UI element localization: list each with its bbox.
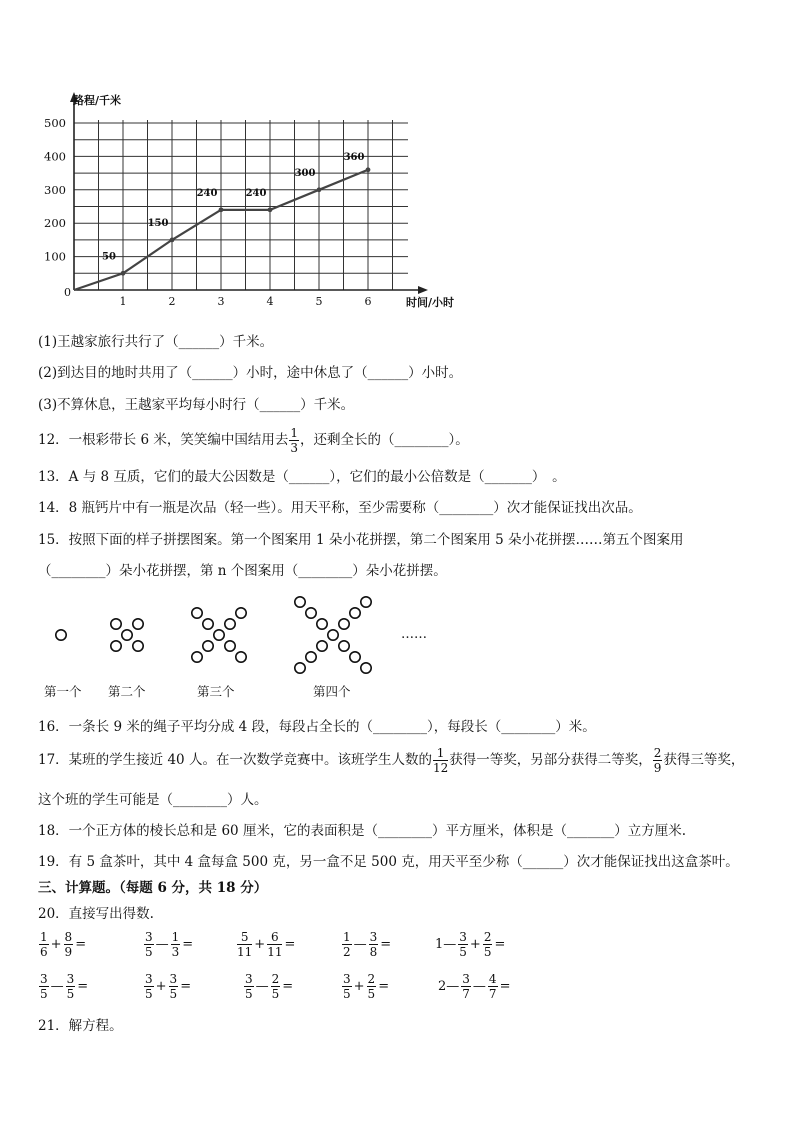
chart-series	[74, 167, 370, 290]
numerator: 3	[145, 972, 153, 986]
flower-circle	[111, 641, 121, 651]
flower-circle	[192, 608, 202, 618]
question-20: 20．直接写出得数.	[38, 906, 154, 922]
flower-circle	[328, 630, 338, 640]
x-tick-label: 5	[315, 295, 323, 308]
flower-circle	[225, 619, 235, 629]
flower-circle	[317, 641, 327, 651]
calc-expression	[38, 973, 89, 1000]
operator: —	[255, 979, 269, 994]
numerator: 3	[343, 972, 351, 986]
question-12	[38, 425, 469, 455]
calc-expression	[38, 931, 87, 958]
flower-circle	[306, 608, 316, 618]
denominator: 9	[64, 945, 73, 959]
equals-sign: =	[499, 979, 511, 994]
numerator: 3	[145, 930, 153, 944]
flower-patterns	[36, 592, 456, 678]
q12-numerator: 1	[290, 426, 298, 440]
equals-sign: =	[75, 937, 87, 952]
denominator: 2	[343, 945, 351, 959]
origin-label: 0	[64, 286, 71, 299]
x-tick-label: 1	[119, 295, 127, 308]
denominator: 5	[40, 987, 48, 1001]
denominator: 7	[488, 987, 497, 1001]
q17-text-mid: 获得一等奖，另部分获得二等奖，	[449, 752, 652, 768]
fraction	[342, 931, 352, 958]
y-tick-label: 300	[44, 182, 66, 197]
operator: +	[353, 979, 365, 994]
numerator: 2	[271, 972, 280, 986]
flower-circle	[203, 619, 213, 629]
q17-text-pre: 17．某班的学生接近 40 人。在一次数学竞赛中。该班学生人数的	[38, 752, 432, 768]
flower-circle	[111, 619, 121, 629]
pattern-label-2: 第二个	[108, 684, 146, 699]
q17-text-post: 获得三等奖，	[663, 752, 745, 768]
lead-term: 2—	[438, 979, 460, 994]
pattern-label-1: 第一个	[44, 684, 82, 699]
flower-circle	[339, 641, 349, 651]
x-tick-label: 6	[364, 295, 372, 308]
denominator: 5	[271, 987, 280, 1001]
denominator: 3	[171, 945, 180, 959]
pattern-ellipsis: ……	[401, 627, 427, 642]
q12-text-post: ，还剩全长的（________）。	[300, 432, 469, 448]
flower-circle	[236, 652, 246, 662]
fraction	[244, 973, 254, 1000]
calc-expression	[341, 931, 392, 958]
flower-circle	[317, 619, 327, 629]
fraction	[488, 973, 498, 1000]
pattern-label-3: 第三个	[197, 684, 235, 699]
numerator: 2	[367, 972, 376, 986]
data-label: 50	[102, 251, 116, 263]
q17-numerator-2: 2	[653, 746, 662, 760]
calc-expression	[243, 973, 294, 1000]
numerator: 3	[169, 972, 178, 986]
y-tick-label: 100	[44, 249, 66, 264]
numerator: 4	[488, 972, 497, 986]
q17-fraction-1	[433, 747, 448, 774]
numerator: 3	[459, 930, 467, 944]
denominator: 5	[343, 987, 351, 1001]
numerator: 3	[40, 972, 48, 986]
flower-circle	[203, 641, 213, 651]
fraction	[369, 931, 379, 958]
q12-text-pre: 12．一根彩带长 6 米，笑笑编中国结用去	[38, 432, 289, 448]
lead-term: 1—	[435, 937, 457, 952]
data-label: 300	[294, 167, 316, 179]
denominator: 11	[237, 945, 253, 959]
numerator: 3	[462, 972, 470, 986]
flower-circle	[361, 597, 371, 607]
equals-sign: =	[380, 937, 392, 952]
numerator: 5	[237, 931, 252, 945]
fraction	[458, 931, 468, 958]
equals-sign: =	[282, 979, 294, 994]
denominator: 8	[369, 945, 378, 959]
operator: +	[155, 979, 167, 994]
operator: —	[155, 937, 169, 952]
q17-fraction-2	[653, 747, 663, 774]
equals-sign: =	[180, 979, 192, 994]
calc-expression	[341, 973, 390, 1000]
fraction	[237, 931, 252, 958]
x-tick-label: 4	[266, 295, 274, 308]
chart-grid	[74, 120, 408, 290]
flower-circle	[236, 608, 246, 618]
denominator: 5	[367, 987, 376, 1001]
fraction	[483, 931, 493, 958]
data-point	[268, 207, 273, 212]
y-tick-label: 400	[44, 149, 66, 164]
denominator: 6	[40, 945, 48, 959]
question-19: 19．有 5 盒茶叶，其中 4 盒每盒 500 克，另一盒不足 500 克，用天平至少称（______）次才能保证找出这盒茶叶。	[38, 854, 739, 870]
operator: +	[254, 937, 266, 952]
equals-sign: =	[182, 937, 194, 952]
flower-circle	[56, 630, 66, 640]
equals-sign: =	[378, 979, 390, 994]
denominator: 5	[66, 987, 75, 1001]
numerator: 3	[66, 972, 75, 986]
question-2: (2)到达目的地时共用了（______）小时，途中休息了（______）小时。	[38, 365, 463, 381]
data-point	[366, 167, 371, 172]
denominator: 5	[145, 987, 153, 1001]
flower-circle	[122, 630, 132, 640]
denominator: 11	[267, 945, 283, 959]
question-17	[38, 745, 744, 775]
fraction	[171, 931, 181, 958]
data-point	[121, 271, 126, 276]
operator: +	[469, 937, 481, 952]
calc-expression	[236, 931, 296, 958]
flower-circle	[295, 663, 305, 673]
equals-sign: =	[284, 937, 296, 952]
section-3-heading: 三、计算题。（每题 6 分，共 18 分）	[38, 880, 268, 896]
equals-sign: =	[494, 937, 506, 952]
question-13: 13．A 与 8 互质，它们的最大公因数是（______），它们的最小公倍数是（_______） 。	[38, 469, 566, 485]
fraction	[144, 973, 154, 1000]
question-1: (1)王越家旅行共行了（______）千米。	[38, 334, 274, 350]
denominator: 5	[169, 987, 178, 1001]
data-point	[219, 207, 224, 212]
flower-circle	[214, 630, 224, 640]
data-label: 240	[245, 187, 267, 199]
q12-denominator: 3	[290, 441, 298, 455]
question-17-line-2: 这个班的学生可能是（________）人。	[38, 792, 268, 808]
numerator: 1	[40, 930, 48, 944]
fraction	[39, 931, 49, 958]
denominator: 5	[245, 987, 253, 1001]
question-18: 18．一个正方体的棱长总和是 60 厘米，它的表面积是（________）平方厘米，体积是（_______）立方厘米.	[38, 823, 686, 839]
question-21: 21．解方程。	[38, 1018, 123, 1034]
q17-numerator-1: 1	[433, 747, 448, 761]
q17-denominator-2: 9	[653, 761, 662, 775]
flower-circle	[192, 652, 202, 662]
fraction	[367, 973, 377, 1000]
q17-denominator-1: 12	[432, 761, 449, 775]
pattern-circles	[56, 597, 371, 673]
question-16: 16．一条长 9 米的绳子平均分成 4 段，每段占全长的（________），每段长（________）米。	[38, 719, 596, 735]
equals-sign: =	[77, 979, 89, 994]
flower-circle	[133, 641, 143, 651]
fraction	[461, 973, 471, 1000]
fraction	[169, 973, 179, 1000]
q12-fraction	[289, 427, 299, 454]
data-point	[170, 238, 175, 243]
fraction	[66, 973, 76, 1000]
numerator: 1	[343, 930, 351, 944]
y-tick-label: 500	[44, 116, 66, 130]
data-label: 360	[343, 151, 365, 163]
calc-expression	[143, 931, 194, 958]
denominator: 5	[145, 945, 153, 959]
x-tick-label: 2	[168, 295, 176, 308]
numerator: 8	[64, 930, 73, 944]
y-tick-label: 200	[44, 216, 66, 231]
fraction	[144, 931, 154, 958]
flower-circle	[133, 619, 143, 629]
pattern-label-4: 第四个	[313, 684, 351, 699]
question-15-line-1: 15．按照下面的样子拼摆图案。第一个图案用 1 朵小花拼摆，第二个图案用 5 朵小花拼摆……第五个图案用	[38, 532, 684, 548]
question-14: 14．8 瓶钙片中有一瓶是次品（轻一些）。用天平称，至少需要称（________）次才能保证找出次品。	[38, 500, 642, 516]
x-tick-label: 3	[217, 295, 225, 308]
numerator: 2	[483, 930, 492, 944]
distance-time-chart	[30, 88, 480, 318]
data-label: 150	[147, 217, 169, 229]
fraction	[342, 973, 352, 1000]
x-axis-arrow	[418, 286, 428, 294]
fraction	[39, 973, 49, 1000]
denominator: 5	[483, 945, 492, 959]
data-point	[317, 187, 322, 192]
numerator: 1	[171, 930, 180, 944]
flower-circle	[339, 619, 349, 629]
fraction	[267, 931, 282, 958]
numerator: 3	[369, 930, 378, 944]
operator: +	[50, 937, 62, 952]
denominator: 7	[462, 987, 470, 1001]
fraction	[271, 973, 281, 1000]
numerator: 3	[245, 972, 253, 986]
question-15-line-2: （________）朵小花拼摆，第 n 个图案用（________）朵小花拼摆。	[38, 563, 447, 579]
calc-expression	[434, 931, 506, 958]
data-label: 240	[196, 187, 218, 199]
flower-circle	[225, 641, 235, 651]
operator: —	[472, 979, 486, 994]
flower-circle	[295, 597, 305, 607]
flower-circle	[350, 652, 360, 662]
flower-circle	[350, 608, 360, 618]
fraction	[64, 931, 74, 958]
flower-circle	[306, 652, 316, 662]
numerator: 6	[267, 931, 282, 945]
calc-expression	[143, 973, 192, 1000]
operator: —	[50, 979, 64, 994]
question-3: (3)不算休息，王越家平均每小时行（______）千米。	[38, 397, 355, 413]
calc-expression	[437, 973, 511, 1000]
x-axis-title: 时间/小时	[406, 296, 455, 309]
operator: —	[353, 937, 367, 952]
y-axis-title: 路程/千米	[73, 94, 122, 107]
flower-circle	[361, 663, 371, 673]
denominator: 5	[459, 945, 467, 959]
